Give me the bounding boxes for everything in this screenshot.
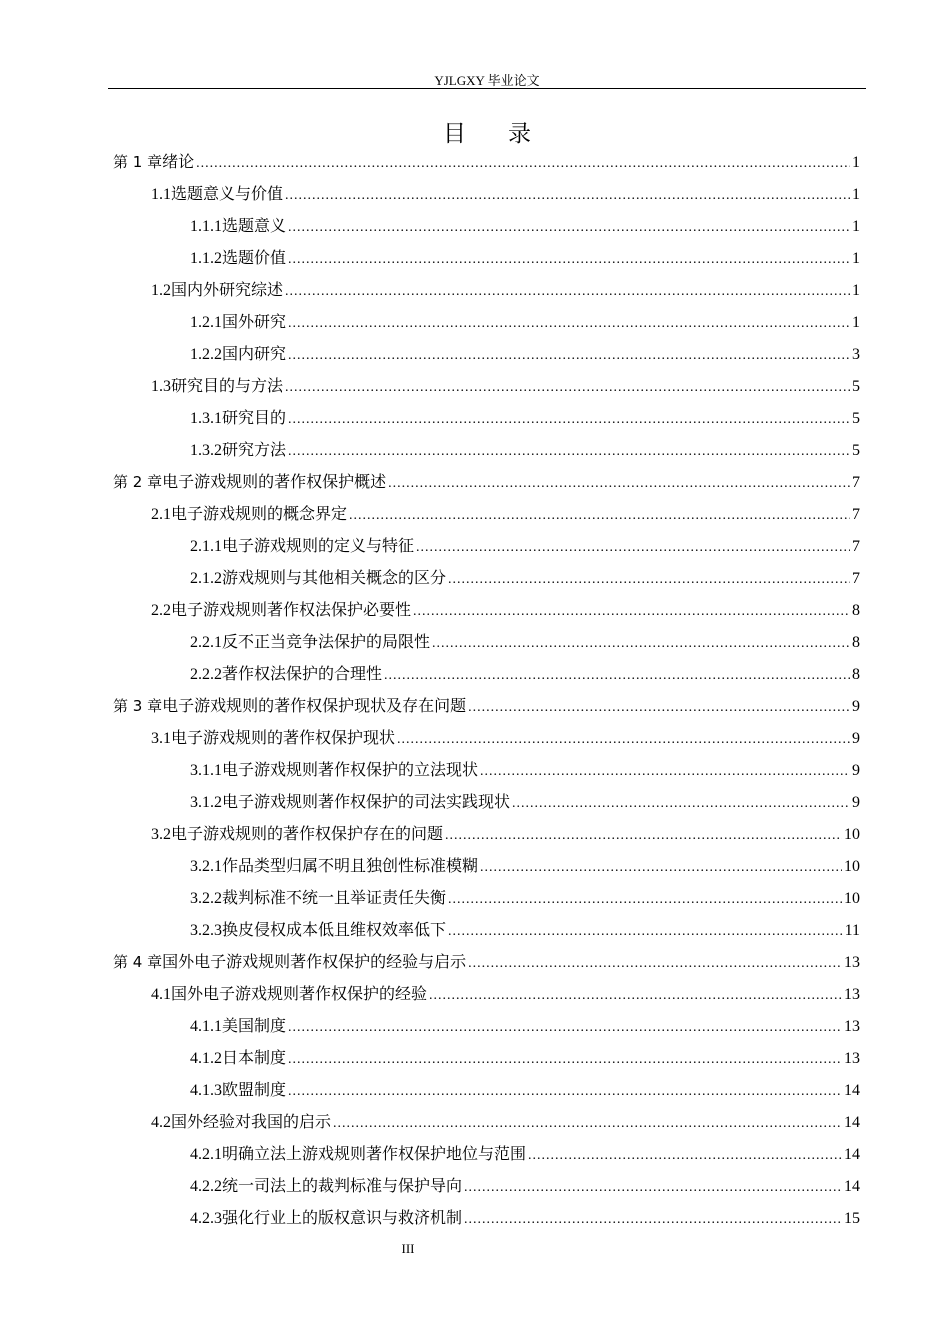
toc-dot-leader bbox=[196, 148, 850, 180]
toc-entry-title: 电子游戏规则著作权保护的司法实践现状 bbox=[222, 792, 511, 811]
toc-entry-title: 电子游戏规则的著作权保护现状及存在问题 bbox=[162, 696, 467, 715]
toc-entry-title: 欧盟制度 bbox=[222, 1080, 287, 1099]
toc-entry-page: 10 bbox=[844, 890, 860, 907]
toc-entry-page: 14 bbox=[844, 1146, 860, 1163]
toc-entry[interactable] bbox=[113, 1042, 860, 1074]
toc-entry-title: 电子游戏规则著作权保护的立法现状 bbox=[222, 760, 479, 779]
toc-entry-number: 2.2 bbox=[151, 602, 171, 619]
toc-entry[interactable] bbox=[113, 1138, 860, 1170]
toc-dot-leader bbox=[333, 1108, 842, 1140]
toc-dot-leader bbox=[480, 852, 842, 884]
toc-dot-leader bbox=[448, 564, 850, 596]
toc-entry[interactable] bbox=[113, 210, 860, 242]
toc-dot-leader bbox=[285, 276, 850, 308]
toc-entry-number: 3.2 bbox=[151, 826, 171, 843]
toc-dot-leader bbox=[468, 692, 850, 724]
toc-entry[interactable] bbox=[113, 818, 860, 850]
toc-entry[interactable] bbox=[113, 402, 860, 434]
toc-entry-title: 作品类型归属不明且独创性标准模糊 bbox=[222, 856, 479, 875]
toc-entry-number: 第 2 章 bbox=[113, 473, 163, 491]
toc-entry-title: 国内研究 bbox=[222, 344, 287, 363]
toc-entry-page: 10 bbox=[844, 858, 860, 875]
toc-dot-leader bbox=[416, 532, 850, 564]
toc-entry-number: 1.1.1 bbox=[190, 218, 222, 235]
toc-entry-number: 2.1.2 bbox=[190, 570, 222, 587]
toc-entry-number: 第 3 章 bbox=[113, 697, 163, 715]
page-title: 目录 bbox=[443, 121, 573, 147]
toc-dot-leader bbox=[413, 596, 850, 628]
toc-entry[interactable] bbox=[113, 274, 860, 306]
toc-entry-page: 1 bbox=[852, 218, 860, 235]
toc-entry-page: 10 bbox=[844, 826, 860, 843]
toc-dot-leader bbox=[288, 244, 850, 276]
toc-dot-leader bbox=[288, 212, 850, 244]
toc-entry-title: 选题意义 bbox=[222, 216, 287, 235]
toc-entry-page: 9 bbox=[852, 698, 860, 715]
toc-entry-number: 3.2.2 bbox=[190, 890, 222, 907]
toc-entry-title: 国外研究 bbox=[222, 312, 287, 331]
toc-dot-leader bbox=[288, 308, 850, 340]
toc-dot-leader bbox=[349, 500, 850, 532]
toc-entry-number: 第 4 章 bbox=[113, 953, 163, 971]
toc-entry-number: 4.2.3 bbox=[190, 1210, 222, 1227]
toc-entry-page: 5 bbox=[852, 410, 860, 427]
toc-entry-title: 电子游戏规则的著作权保护存在的问题 bbox=[171, 824, 444, 843]
toc-entry[interactable] bbox=[113, 530, 860, 562]
toc-entry-title: 电子游戏规则的定义与特征 bbox=[222, 536, 415, 555]
toc-entry-page: 11 bbox=[844, 922, 860, 939]
toc-entry-number: 1.3.2 bbox=[190, 442, 222, 459]
toc-entry-page: 13 bbox=[844, 954, 860, 971]
toc-entry-page: 8 bbox=[852, 602, 860, 619]
toc-dot-leader bbox=[288, 340, 850, 372]
toc-entry-page: 14 bbox=[844, 1178, 860, 1195]
toc-entry[interactable] bbox=[113, 850, 860, 882]
toc-dot-leader bbox=[285, 180, 850, 212]
toc-entry-title: 统一司法上的裁判标准与保护导向 bbox=[222, 1176, 463, 1195]
toc-entry-title: 选题意义与价值 bbox=[171, 184, 284, 203]
toc-entry-title: 国内外研究综述 bbox=[171, 280, 284, 299]
toc-entry[interactable] bbox=[113, 498, 860, 530]
toc-entry-title: 国外电子游戏规则著作权保护的经验与启示 bbox=[162, 952, 467, 971]
toc-entry[interactable] bbox=[113, 1106, 860, 1138]
toc-entry-title: 电子游戏规则的概念界定 bbox=[171, 504, 348, 523]
toc-entry-page: 14 bbox=[844, 1082, 860, 1099]
toc-entry-number: 4.1.2 bbox=[190, 1050, 222, 1067]
toc-dot-leader bbox=[288, 1076, 842, 1108]
toc-entry-number: 1.3 bbox=[151, 378, 171, 395]
toc-entry-page: 1 bbox=[852, 250, 860, 267]
toc-entry-title: 换皮侵权成本低且维权效率低下 bbox=[222, 920, 447, 939]
toc-entry-page: 7 bbox=[852, 570, 860, 587]
toc-entry-page: 7 bbox=[852, 538, 860, 555]
toc-entry-title: 电子游戏规则著作权法保护必要性 bbox=[171, 600, 412, 619]
toc-entry-number: 1.1 bbox=[151, 186, 171, 203]
toc-dot-leader bbox=[429, 980, 842, 1012]
toc-entry[interactable] bbox=[113, 978, 860, 1010]
toc-entry-page: 9 bbox=[852, 762, 860, 779]
toc-entry-title: 绪论 bbox=[162, 152, 195, 171]
toc-entry-page: 1 bbox=[852, 314, 860, 331]
toc-dot-leader bbox=[288, 436, 850, 468]
toc-dot-leader bbox=[448, 884, 842, 916]
toc-entry-number: 4.1 bbox=[151, 986, 171, 1003]
toc-dot-leader bbox=[432, 628, 850, 660]
toc-entry-title: 国外经验对我国的启示 bbox=[171, 1112, 332, 1131]
toc-entry[interactable] bbox=[113, 562, 860, 594]
toc-entry-page: 14 bbox=[844, 1114, 860, 1131]
toc-dot-leader bbox=[448, 916, 843, 948]
toc-entry-page: 7 bbox=[852, 474, 860, 491]
toc-entry-page: 5 bbox=[852, 378, 860, 395]
toc-entry-page: 9 bbox=[852, 794, 860, 811]
toc-entry-page: 3 bbox=[852, 346, 860, 363]
toc-entry[interactable] bbox=[113, 306, 860, 338]
toc-entry-title: 电子游戏规则的著作权保护现状 bbox=[171, 728, 396, 747]
toc-entry[interactable] bbox=[113, 1202, 860, 1234]
toc-dot-leader bbox=[464, 1172, 842, 1204]
toc-entry-number: 2.1 bbox=[151, 506, 171, 523]
toc-entry-number: 3.1.2 bbox=[190, 794, 222, 811]
toc-entry[interactable] bbox=[113, 1010, 860, 1042]
toc-entry[interactable] bbox=[113, 594, 860, 626]
toc-dot-leader bbox=[445, 820, 842, 852]
toc-entry-number: 2.1.1 bbox=[190, 538, 222, 555]
toc-entry-title: 游戏规则与其他相关概念的区分 bbox=[222, 568, 447, 587]
toc-entry-number: 1.1.2 bbox=[190, 250, 222, 267]
toc-entry-number: 4.2.1 bbox=[190, 1146, 222, 1163]
toc-entry[interactable] bbox=[113, 882, 860, 914]
toc-entry-number: 4.1.3 bbox=[190, 1082, 222, 1099]
toc-entry-title: 国外电子游戏规则著作权保护的经验 bbox=[171, 984, 428, 1003]
toc-entry-number: 2.2.1 bbox=[190, 634, 222, 651]
toc-entry-page: 5 bbox=[852, 442, 860, 459]
toc-entry-page: 9 bbox=[852, 730, 860, 747]
toc-entry[interactable] bbox=[113, 914, 860, 946]
toc-entry[interactable] bbox=[113, 690, 860, 722]
toc-dot-leader bbox=[480, 756, 850, 788]
toc-dot-leader bbox=[384, 660, 850, 692]
toc-entry[interactable] bbox=[113, 370, 860, 402]
toc-entry-number: 4.1.1 bbox=[190, 1018, 222, 1035]
toc-entry-title: 著作权法保护的合理性 bbox=[222, 664, 383, 683]
toc-dot-leader bbox=[528, 1140, 842, 1172]
toc-entry[interactable] bbox=[113, 242, 860, 274]
toc-dot-leader bbox=[285, 372, 850, 404]
toc-entry[interactable] bbox=[113, 626, 860, 658]
toc-entry-title: 裁判标准不统一且举证责任失衡 bbox=[222, 888, 447, 907]
toc-entry[interactable] bbox=[113, 722, 860, 754]
page-number-footer: III bbox=[401, 1241, 415, 1256]
toc-entry[interactable] bbox=[113, 434, 860, 466]
toc-dot-leader bbox=[388, 468, 850, 500]
running-header: YJLGXY 毕业论文 bbox=[434, 73, 540, 88]
toc-dot-leader bbox=[468, 948, 842, 980]
toc-entry-title: 研究方法 bbox=[222, 440, 287, 459]
header-rule bbox=[108, 88, 866, 89]
toc-entry-number: 1.2 bbox=[151, 282, 171, 299]
toc-entry-page: 8 bbox=[852, 634, 860, 651]
toc-entry-page: 1 bbox=[852, 282, 860, 299]
toc-entry-number: 1.2.2 bbox=[190, 346, 222, 363]
toc-entry[interactable] bbox=[113, 1074, 860, 1106]
table-of-contents bbox=[113, 146, 860, 1234]
toc-entry-title: 美国制度 bbox=[222, 1016, 287, 1035]
toc-entry-page: 13 bbox=[844, 1018, 860, 1035]
toc-dot-leader bbox=[288, 404, 850, 436]
toc-entry[interactable] bbox=[113, 466, 860, 498]
toc-dot-leader bbox=[464, 1204, 842, 1236]
toc-entry[interactable] bbox=[113, 1170, 860, 1202]
toc-entry[interactable] bbox=[113, 658, 860, 690]
toc-entry-number: 3.1.1 bbox=[190, 762, 222, 779]
toc-entry-title: 强化行业上的版权意识与救济机制 bbox=[222, 1208, 463, 1227]
toc-dot-leader bbox=[397, 724, 850, 756]
toc-entry-number: 3.2.1 bbox=[190, 858, 222, 875]
toc-entry[interactable] bbox=[113, 786, 860, 818]
toc-entry-number: 4.2.2 bbox=[190, 1178, 222, 1195]
toc-entry-number: 3.1 bbox=[151, 730, 171, 747]
toc-entry[interactable] bbox=[113, 146, 860, 178]
toc-entry-number: 1.2.1 bbox=[190, 314, 222, 331]
toc-entry-page: 13 bbox=[844, 986, 860, 1003]
toc-entry-number: 2.2.2 bbox=[190, 666, 222, 683]
toc-entry-page: 13 bbox=[844, 1050, 860, 1067]
toc-entry-number: 3.2.3 bbox=[190, 922, 222, 939]
toc-entry-page: 1 bbox=[852, 154, 860, 171]
toc-entry[interactable] bbox=[113, 946, 860, 978]
toc-entry-title: 日本制度 bbox=[222, 1048, 287, 1067]
toc-entry[interactable] bbox=[113, 754, 860, 786]
toc-dot-leader bbox=[512, 788, 850, 820]
toc-entry-title: 明确立法上游戏规则著作权保护地位与范围 bbox=[222, 1144, 527, 1163]
toc-entry-title: 反不正当竞争法保护的局限性 bbox=[222, 632, 431, 651]
toc-entry[interactable] bbox=[113, 338, 860, 370]
toc-dot-leader bbox=[288, 1044, 842, 1076]
toc-dot-leader bbox=[288, 1012, 842, 1044]
toc-entry-number: 4.2 bbox=[151, 1114, 171, 1131]
toc-entry-title: 研究目的 bbox=[222, 408, 287, 427]
toc-entry-page: 8 bbox=[852, 666, 860, 683]
toc-entry-page: 15 bbox=[844, 1210, 860, 1227]
toc-entry-title: 选题价值 bbox=[222, 248, 287, 267]
toc-entry-page: 1 bbox=[852, 186, 860, 203]
toc-entry[interactable] bbox=[113, 178, 860, 210]
toc-entry-number: 第 1 章 bbox=[113, 153, 163, 171]
toc-entry-page: 7 bbox=[852, 506, 860, 523]
toc-entry-title: 研究目的与方法 bbox=[171, 376, 284, 395]
toc-entry-number: 1.3.1 bbox=[190, 410, 222, 427]
toc-entry-title: 电子游戏规则的著作权保护概述 bbox=[162, 472, 387, 491]
